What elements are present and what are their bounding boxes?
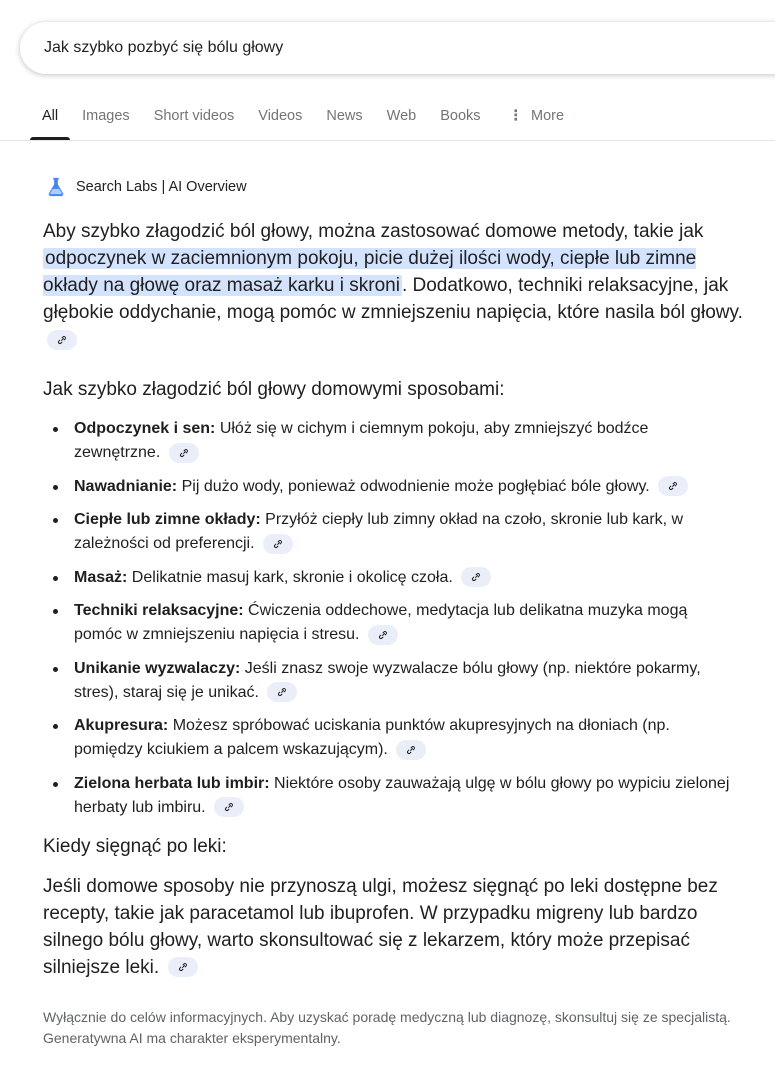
list-item-text: Ćwiczenia oddechowe, medytacja lub delikatna muzyka mogą pomóc w zmniejszeniu napięcia i stresu. xyxy=(74,602,688,643)
tab-label: News xyxy=(326,108,363,124)
tab-label: Books xyxy=(440,108,481,124)
link-icon xyxy=(177,961,189,973)
flask-icon xyxy=(45,176,67,198)
tab-books[interactable] xyxy=(428,98,492,140)
list-item xyxy=(51,566,736,590)
tab-label: Images xyxy=(82,108,130,124)
remedies-list xyxy=(43,417,743,820)
intro-text-end: . Dodatkowo, techniki relaksacyjne, jak głębokie oddychanie, mogą pomóc w zmniejszeniu napięcia, które nasila ból głowy. xyxy=(43,275,743,323)
list-item-text: Delikatnie masuj kark, skronie i okolicę czoła. xyxy=(127,568,453,586)
link-icon xyxy=(56,334,68,346)
link-icon xyxy=(377,629,389,641)
tab-more[interactable] xyxy=(497,98,577,140)
disclaimer: Wyłącznie do celów informacyjnych. Aby uzyskać poradę medyczną lub diagnozę, skonsultuj się ze specjalistą. Generatywna AI ma charakter eksperymentalny. xyxy=(43,1008,731,1046)
list-item-title: Masaż: xyxy=(74,568,128,586)
link-icon xyxy=(178,447,190,459)
tab-short-videos[interactable] xyxy=(142,98,247,140)
list-item xyxy=(51,599,736,647)
tab-news[interactable] xyxy=(314,98,374,140)
tab-label: Videos xyxy=(258,108,303,124)
list-item xyxy=(51,714,736,762)
medication-paragraph xyxy=(43,873,743,981)
home-remedies-heading: Jak szybko złagodzić ból głowy domowymi sposobami: xyxy=(43,379,505,400)
link-icon xyxy=(223,801,235,813)
list-item-text: Ułóż się w cichym i ciemnym pokoju, aby zmniejszyć bodźce zewnętrzne. xyxy=(74,420,649,461)
list-item-title: Zielona herbata lub imbir: xyxy=(74,774,270,792)
list-item-title: Odpoczynek i sen: xyxy=(74,420,216,437)
list-item-text: Przyłóż ciepły lub zimny okład na czoło, skronie lub kark, w zależności od preferencji. xyxy=(74,511,684,552)
link-icon xyxy=(272,538,284,550)
source-link-button[interactable] xyxy=(214,797,244,817)
source-link-button[interactable] xyxy=(267,682,297,702)
ai-overview-header xyxy=(45,176,247,198)
list-item-text: Jeśli znasz swoje wyzwalacze bólu głowy (np. niektóre pokarmy, stres), staraj się je unikać. xyxy=(74,659,701,701)
search-tabs xyxy=(30,98,576,140)
list-item-title: Unikanie wyzwalaczy: xyxy=(74,659,241,677)
intro-highlight: odpoczynek w zaciemnionym pokoju, picie dużej ilości wody, ciepłe lub zimne okłady na głowę oraz masaż karku i skroni xyxy=(43,248,697,296)
list-item-title: Nawadnianie: xyxy=(74,477,178,495)
list-item-text: Pij dużo wody, ponieważ odwodnienie może pogłębiać bóle głowy. xyxy=(177,477,650,495)
source-link-button[interactable] xyxy=(47,330,77,350)
intro-text: Aby szybko złagodzić ból głowy, można zastosować domowe metody, takie jak xyxy=(43,221,704,242)
tab-label: Short videos xyxy=(153,108,235,124)
tab-videos[interactable] xyxy=(246,98,314,140)
list-item-title: Techniki relaksacyjne: xyxy=(74,602,244,619)
list-item xyxy=(51,772,736,820)
source-link-button[interactable] xyxy=(396,740,426,760)
source-link-button[interactable] xyxy=(168,957,198,977)
list-item xyxy=(51,475,736,499)
intro-paragraph xyxy=(43,218,743,353)
tab-all[interactable] xyxy=(30,98,70,140)
medication-heading: Kiedy sięgnąć po leki: xyxy=(43,835,227,857)
search-input[interactable] xyxy=(44,39,744,57)
source-link-button[interactable] xyxy=(461,567,491,587)
tab-label: All xyxy=(42,108,59,124)
list-item xyxy=(51,508,736,556)
medication-text: Jeśli domowe sposoby nie przynoszą ulgi, możesz sięgnąć po leki dostępne bez recepty, takie jak paracetamol lub ibuprofen. W przypadku migreny lub bardzo silnego bólu głowy, warto skonsultować się z lekarzem, który może przepisać silniejsze leki. xyxy=(43,875,718,978)
more-vert-icon: ⋮ xyxy=(508,108,524,124)
ai-overview-title: Search Labs | AI Overview xyxy=(76,179,247,195)
tab-label: More xyxy=(531,108,565,124)
link-icon xyxy=(470,571,482,583)
search-box[interactable] xyxy=(20,22,775,74)
tabs-divider xyxy=(0,140,775,141)
tab-web[interactable] xyxy=(375,98,429,140)
tab-images[interactable] xyxy=(70,98,142,140)
tab-label: Web xyxy=(386,108,417,124)
link-icon xyxy=(405,744,417,756)
source-link-button[interactable] xyxy=(658,476,688,496)
list-item-title: Akupresura: xyxy=(74,717,169,734)
list-item-text: Możesz spróbować uciskania punktów akupresyjnych na dłoniach (np. pomiędzy kciukiem a palcem wskazującym). xyxy=(74,717,670,758)
list-item-text: Niektóre osoby zauważają ulgę w bólu głowy po wypiciu zielonej herbaty lub imbiru. xyxy=(74,774,730,816)
link-icon xyxy=(667,480,679,492)
source-link-button[interactable] xyxy=(169,443,199,463)
ai-overview-content xyxy=(43,218,743,1050)
list-item xyxy=(51,657,736,705)
list-item xyxy=(51,417,736,465)
source-link-button[interactable] xyxy=(263,534,293,554)
source-link-button[interactable] xyxy=(368,625,398,645)
link-icon xyxy=(276,686,288,698)
list-item-title: Ciepłe lub zimne okłady: xyxy=(74,511,261,528)
